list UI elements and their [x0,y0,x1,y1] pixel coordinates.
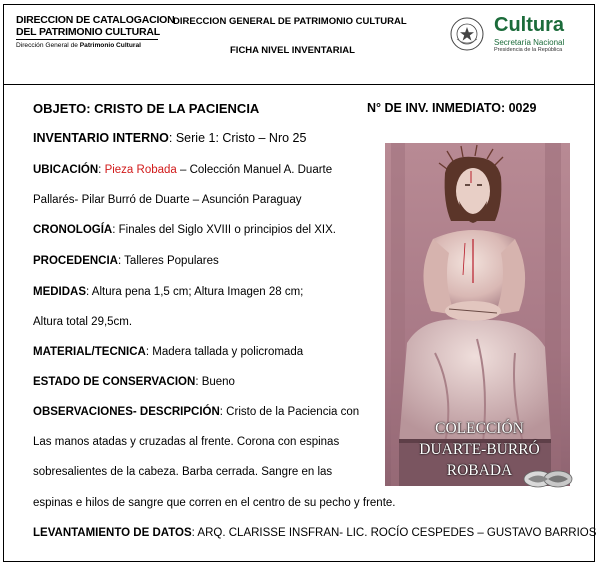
observations-row-3: sobresalientes de la cabeza. Barba cerrada. Sangre en las [33,466,333,478]
origin-row [33,254,219,268]
material-value: : Madera tallada y policromada [145,346,304,358]
brand-name: Cultura [494,14,564,36]
internal-inventory-label: INVENTARIO INTERNO [33,131,169,145]
national-seal-icon [450,17,484,51]
measures-label: MEDIDAS [33,286,87,298]
measures-row-2: Altura total 29,5cm. [33,316,133,328]
department-logo-text [16,14,175,51]
header-divider [3,84,595,85]
measures-value: : Altura pena 1,5 cm; Altura Imagen 28 cm; [86,286,304,298]
dept-line-3-prefix: Dirección General de [16,42,80,49]
dept-line-3-bold: Patrimonio Cultural [79,42,141,49]
dept-line-1-bold: CATALOGACION [92,14,175,26]
internal-inventory-row [33,131,306,145]
dept-line-2-bold: PATRIMONIO CULTURAL [38,26,160,38]
stamp-line-2: DUARTE-BURRÓ [419,441,540,458]
survey-value: : ARQ. CLARISSE INSFRAN- LIC. ROCÍO CESPEDES – GUSTAVO BARRIOS [191,527,597,539]
observations-value: : Cristo de la Paciencia con [219,406,360,418]
stamp-line-1: COLECCIÓN [435,420,524,437]
condition-label: ESTADO DE CONSERVACION [33,376,196,388]
location-value: – Colección Manuel A. Duarte [176,164,333,176]
observations-label: OBSERVACIONES- DESCRIPCIÓN [33,406,220,418]
watermark-logo-icon [520,468,575,490]
dept-line-3 [16,41,158,51]
inventory-number: N° DE INV. INMEDIATO: 0029 [367,101,537,115]
observations-row-2: Las manos atadas y cruzadas al frente. Corona con espinas [33,436,340,448]
dept-line-2 [16,26,158,40]
material-label: MATERIAL/TECNICA [33,346,146,358]
origin-label: PROCEDENCIA [33,255,118,267]
brand-subtitle: Secretaría Nacional [494,38,565,47]
header-subtitle: FICHA NIVEL INVENTARIAL [230,45,355,56]
origin-value: : Talleres Populares [117,255,219,267]
header-title: DIRECCION GENERAL DE PATRIMONIO CULTURAL [173,16,407,27]
survey-row [33,526,596,540]
observations-row [33,405,359,419]
measures-row [33,285,303,299]
location-sep: : [98,164,105,176]
location-row-2: Pallarés- Pilar Burró de Duarte – Asunción Paraguay [33,194,302,206]
location-status: Pieza Robada [104,164,177,176]
chronology-label: CRONOLOGÍA [33,224,113,236]
survey-label: LEVANTAMIENTO DE DATOS [33,527,192,539]
chronology-value: : Finales del Siglo XVIII o principios del XIX. [112,224,336,236]
chronology-row [33,223,336,237]
location-label: UBICACIÓN [33,164,99,176]
stamp-line-3: ROBADA [446,462,513,479]
brand-subtitle-2: Presidencia de la República [494,47,563,53]
condition-value: : Bueno [195,376,235,388]
observations-row-4: espinas e hilos de sangre que corren en el centro de su pecho y frente. [33,497,396,509]
dept-line-1-prefix: DIRECCION DE [16,14,93,26]
dept-line-2-prefix: DEL [16,26,39,38]
object-title: OBJETO: CRISTO DE LA PACIENCIA [33,101,260,116]
condition-row [33,375,235,389]
material-row [33,345,303,359]
internal-inventory-value: : Serie 1: Cristo – Nro 25 [168,131,307,145]
dept-line-1 [16,14,175,26]
location-row [33,163,332,177]
